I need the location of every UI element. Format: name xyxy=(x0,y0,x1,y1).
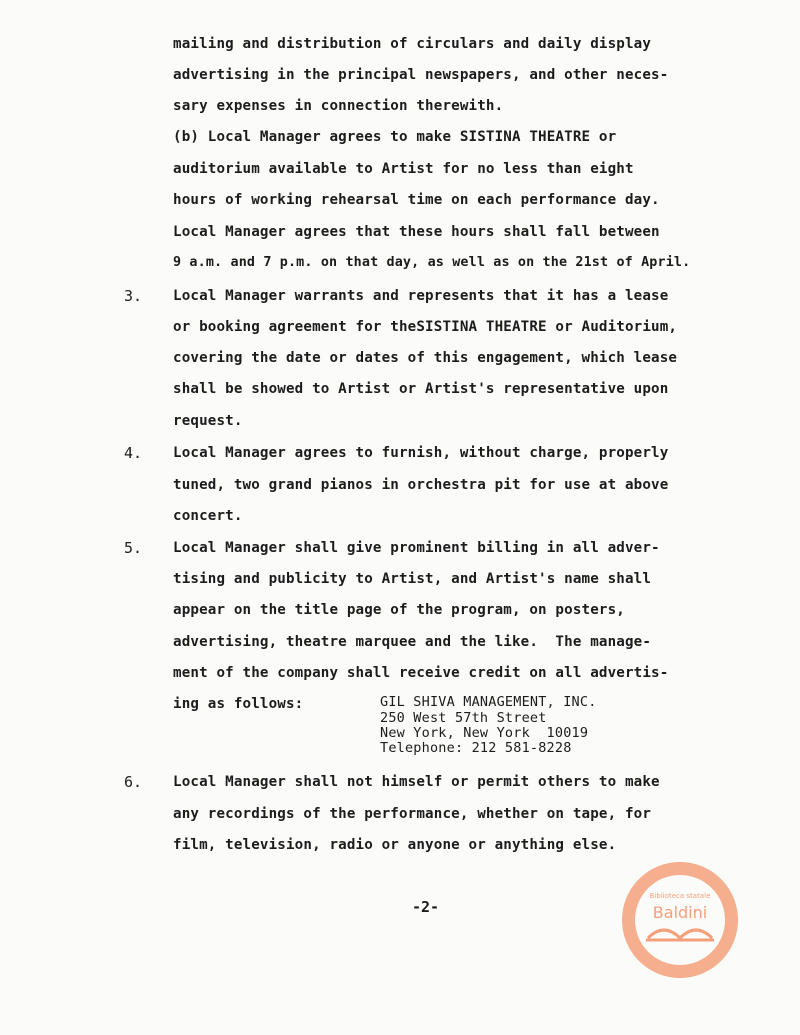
text-line: film, television, radio or anyone or anything else. xyxy=(173,837,617,853)
text-line: hours of working rehearsal time on each performance day. xyxy=(173,192,660,208)
baldini-logo-icon xyxy=(620,860,740,980)
clause-number: 3. xyxy=(124,287,143,305)
text-line: (b) Local Manager agrees to make SISTINA THEATRE or xyxy=(173,129,617,145)
text-line: sary expenses in connection therewith. xyxy=(173,98,504,114)
text-line: shall be showed to Artist or Artist's representative upon xyxy=(173,381,669,397)
address-line: 250 West 57th Street xyxy=(380,710,547,726)
address-line: Telephone: 212 581-8228 xyxy=(380,740,572,756)
clause-number: 6. xyxy=(124,773,143,791)
library-stamp xyxy=(620,860,740,980)
text-line: request. xyxy=(173,413,243,429)
text-line: tising and publicity to Artist, and Artist's name shall xyxy=(173,571,652,587)
text-line: ment of the company shall receive credit on all advertis- xyxy=(173,665,669,681)
text-line: advertising, theatre marquee and the like. The manage- xyxy=(173,634,652,650)
text-line: covering the date or dates of this engagement, which lease xyxy=(173,350,678,366)
text-line: appear on the title page of the program, on posters, xyxy=(173,602,625,618)
page-number: -2- xyxy=(412,898,440,916)
stamp-name-text: Baldini xyxy=(652,903,708,922)
address-line: GIL SHIVA MANAGEMENT, INC. xyxy=(380,694,597,710)
text-line: mailing and distribution of circulars and daily display xyxy=(173,36,652,52)
clause-number: 5. xyxy=(124,539,143,557)
text-line: Local Manager shall give prominent billing in all adver- xyxy=(173,540,660,556)
text-line: ing as follows: xyxy=(173,696,304,712)
text-line: Local Manager shall not himself or permit others to make xyxy=(173,774,660,790)
text-line: advertising in the principal newspapers, and other neces- xyxy=(173,67,669,83)
address-line: New York, New York 10019 xyxy=(380,725,589,741)
clause-number: 4. xyxy=(124,444,143,462)
text-line: concert. xyxy=(173,508,243,524)
text-line: Local Manager warrants and represents that it has a lease xyxy=(173,288,669,304)
text-line: 9 a.m. and 7 p.m. on that day, as well as on the 21st of April. xyxy=(173,255,691,270)
text-line: any recordings of the performance, whether on tape, for xyxy=(173,806,652,822)
text-line: auditorium available to Artist for no less than eight xyxy=(173,161,634,177)
text-line: tuned, two grand pianos in orchestra pit for use at above xyxy=(173,477,669,493)
text-line: Local Manager agrees that these hours shall fall between xyxy=(173,224,660,240)
text-line: Local Manager agrees to furnish, without charge, properly xyxy=(173,445,669,461)
stamp-top-text: Biblioteca statale xyxy=(649,892,711,900)
text-line: or booking agreement for theSISTINA THEATRE or Auditorium, xyxy=(173,319,678,335)
